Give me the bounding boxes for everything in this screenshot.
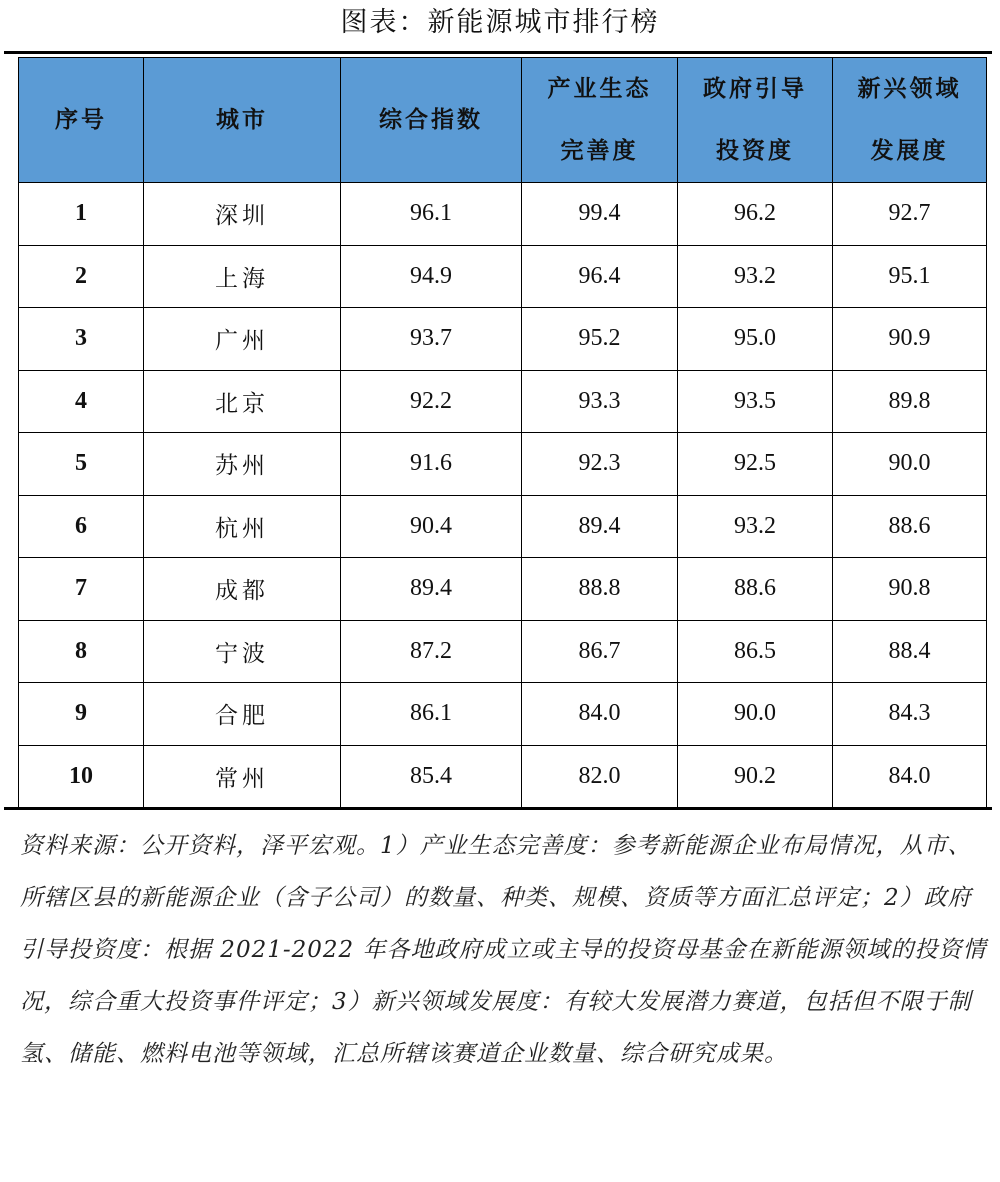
cell-rank: 4 bbox=[19, 370, 144, 433]
cell-rank: 1 bbox=[19, 183, 144, 246]
cell-government-investment: 86.5 bbox=[678, 620, 833, 683]
cell-rank: 2 bbox=[19, 245, 144, 308]
cell-rank: 7 bbox=[19, 558, 144, 621]
cell-emerging-fields: 88.4 bbox=[833, 620, 987, 683]
cell-composite-index: 85.4 bbox=[341, 745, 522, 808]
table-row bbox=[19, 370, 987, 433]
cell-emerging-fields: 90.9 bbox=[833, 308, 987, 371]
cell-city: 宁波 bbox=[144, 620, 341, 683]
cell-emerging-fields: 89.8 bbox=[833, 370, 987, 433]
cell-government-investment: 96.2 bbox=[678, 183, 833, 246]
cell-government-investment: 92.5 bbox=[678, 433, 833, 496]
header-government-investment: 政府引导 投资度 bbox=[678, 58, 833, 183]
cell-emerging-fields: 84.3 bbox=[833, 683, 987, 746]
cell-emerging-fields: 88.6 bbox=[833, 495, 987, 558]
cell-industry-ecology: 96.4 bbox=[522, 245, 678, 308]
cell-city: 上海 bbox=[144, 245, 341, 308]
cell-city: 广州 bbox=[144, 308, 341, 371]
cell-rank: 9 bbox=[19, 683, 144, 746]
cell-government-investment: 90.2 bbox=[678, 745, 833, 808]
header-composite-index: 综合指数 bbox=[341, 58, 522, 183]
cell-city: 合肥 bbox=[144, 683, 341, 746]
cell-city: 常州 bbox=[144, 745, 341, 808]
table-row bbox=[19, 683, 987, 746]
cell-emerging-fields: 90.0 bbox=[833, 433, 987, 496]
cell-government-investment: 95.0 bbox=[678, 308, 833, 371]
header-industry-ecology: 产业生态 完善度 bbox=[522, 58, 678, 183]
cell-government-investment: 93.5 bbox=[678, 370, 833, 433]
cell-government-investment: 88.6 bbox=[678, 558, 833, 621]
cell-city: 成都 bbox=[144, 558, 341, 621]
cell-composite-index: 90.4 bbox=[341, 495, 522, 558]
cell-industry-ecology: 84.0 bbox=[522, 683, 678, 746]
top-rule bbox=[4, 51, 992, 54]
bottom-rule bbox=[4, 807, 992, 810]
cell-rank: 10 bbox=[19, 745, 144, 808]
cell-industry-ecology: 99.4 bbox=[522, 183, 678, 246]
cell-city: 深圳 bbox=[144, 183, 341, 246]
cell-government-investment: 93.2 bbox=[678, 495, 833, 558]
cell-composite-index: 93.7 bbox=[341, 308, 522, 371]
cell-city: 北京 bbox=[144, 370, 341, 433]
cell-composite-index: 96.1 bbox=[341, 183, 522, 246]
cell-composite-index: 92.2 bbox=[341, 370, 522, 433]
cell-government-investment: 93.2 bbox=[678, 245, 833, 308]
cell-government-investment: 90.0 bbox=[678, 683, 833, 746]
ranking-table bbox=[18, 57, 987, 808]
table-row bbox=[19, 620, 987, 683]
cell-emerging-fields: 95.1 bbox=[833, 245, 987, 308]
cell-composite-index: 91.6 bbox=[341, 433, 522, 496]
header-rank: 序号 bbox=[19, 58, 144, 183]
table-body bbox=[19, 183, 987, 808]
cell-rank: 5 bbox=[19, 433, 144, 496]
cell-industry-ecology: 95.2 bbox=[522, 308, 678, 371]
cell-composite-index: 86.1 bbox=[341, 683, 522, 746]
table-row bbox=[19, 433, 987, 496]
cell-composite-index: 89.4 bbox=[341, 558, 522, 621]
cell-rank: 8 bbox=[19, 620, 144, 683]
cell-composite-index: 87.2 bbox=[341, 620, 522, 683]
cell-rank: 6 bbox=[19, 495, 144, 558]
header-emerging-fields: 新兴领域 发展度 bbox=[833, 58, 987, 183]
cell-industry-ecology: 82.0 bbox=[522, 745, 678, 808]
cell-city: 杭州 bbox=[144, 495, 341, 558]
cell-industry-ecology: 86.7 bbox=[522, 620, 678, 683]
source-note: 资料来源：公开资料，泽平宏观。1）产业生态完善度：参考新能源企业布局情况，从市、所辖区县的新能源企业（含子公司）的数量、种类、规模、资质等方面汇总评定；2）政府引导投资度：根据 2021-2022 年各地政府成立或主导的投资母基金在新能源领域的投资情况，综合重大投资事件评定；3）新兴领域发展度：有较大发展潜力赛道，包括但不限于制氢、储能、燃料电池等领域，汇总所辖该赛道企业数量、综合研究成果。 bbox=[20, 833, 987, 1067]
cell-emerging-fields: 84.0 bbox=[833, 745, 987, 808]
header-city: 城市 bbox=[144, 58, 341, 183]
cell-composite-index: 94.9 bbox=[341, 245, 522, 308]
table-row bbox=[19, 745, 987, 808]
cell-industry-ecology: 88.8 bbox=[522, 558, 678, 621]
cell-emerging-fields: 90.8 bbox=[833, 558, 987, 621]
table-row bbox=[19, 558, 987, 621]
cell-emerging-fields: 92.7 bbox=[833, 183, 987, 246]
cell-industry-ecology: 89.4 bbox=[522, 495, 678, 558]
cell-rank: 3 bbox=[19, 308, 144, 371]
table-row bbox=[19, 495, 987, 558]
table-row bbox=[19, 308, 987, 371]
chart-title: 图表：新能源城市排行榜 bbox=[340, 7, 660, 38]
cell-industry-ecology: 93.3 bbox=[522, 370, 678, 433]
cell-city: 苏州 bbox=[144, 433, 341, 496]
table-row bbox=[19, 245, 987, 308]
cell-industry-ecology: 92.3 bbox=[522, 433, 678, 496]
header-row bbox=[19, 58, 987, 183]
table-row bbox=[19, 183, 987, 246]
